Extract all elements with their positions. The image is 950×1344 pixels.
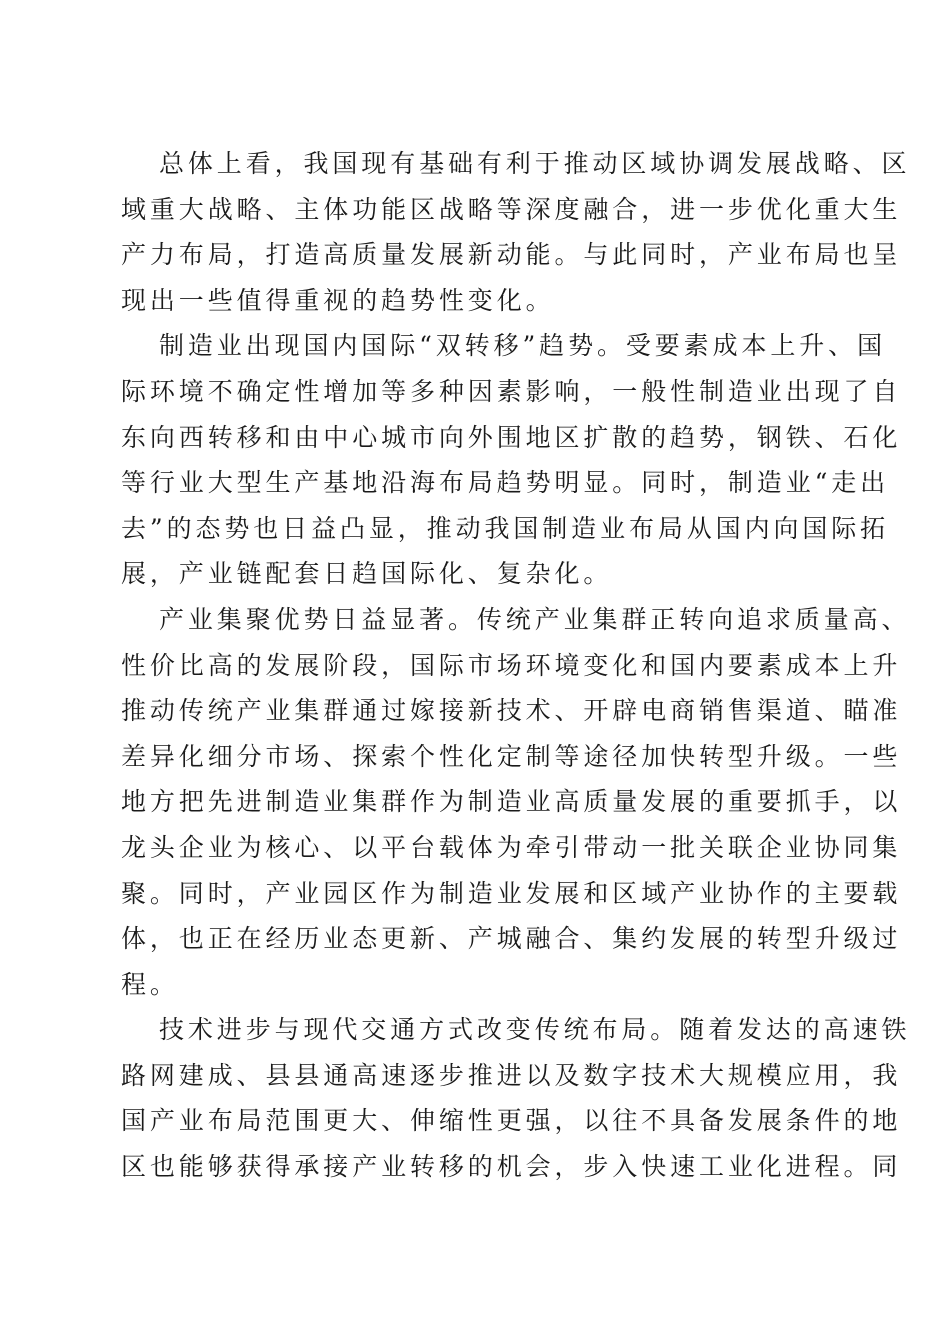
paragraph-line: 差异化细分市场、探索个性化定制等途径加快转型升级。一些: [121, 741, 902, 771]
paragraph-line: 总体上看，我国现有基础有利于推动区域协调发展战略、区: [159, 149, 911, 178]
paragraph-line: 性价比高的发展阶段，国际市场环境变化和国内要素成本上升: [121, 650, 902, 680]
paragraph-line: 推动传统产业集群通过嫁接新技术、开辟电商销售渠道、瞄准: [121, 696, 902, 726]
paragraph-line: 东向西转移和由中心城市向外围地区扩散的趋势，钢铁、石化: [121, 422, 902, 452]
paragraph-line: 产力布局，打造高质量发展新动能。与此同时，产业布局也呈: [121, 240, 902, 270]
paragraph-3: [121, 597, 911, 1007]
paragraph-line: 等行业大型生产基地沿海布局趋势明显。同时，制造业“走出: [121, 468, 890, 498]
document-body: [121, 141, 911, 1190]
paragraph-line: 展，产业链配套日趋国际化、复杂化。: [121, 559, 613, 589]
paragraph-line: 路网建成、县县通高速逐步推进以及数字技术大规模应用，我: [121, 1060, 902, 1090]
paragraph-line: 技术进步与现代交通方式改变传统布局。随着发达的高速铁: [159, 1015, 911, 1045]
paragraph-line: 程。: [121, 969, 179, 999]
paragraph-line: 区也能够获得承接产业转移的机会，步入快速工业化进程。同: [121, 1152, 902, 1182]
paragraph-line: 制造业出现国内国际“双转移”趋势。受要素成本上升、国: [159, 331, 886, 361]
paragraph-line: 域重大战略、主体功能区战略等深度融合，进一步优化重大生: [121, 194, 902, 224]
paragraph-4: [121, 1007, 911, 1189]
paragraph-line: 地方把先进制造业集群作为制造业高质量发展的重要抓手，以: [121, 787, 902, 817]
paragraph-line: 去”的态势也日益凸显，推动我国制造业布局从国内向国际拓: [121, 513, 890, 543]
paragraph-line: 产业集聚优势日益显著。传统产业集群正转向追求质量高、: [159, 604, 911, 634]
paragraph-line: 龙头企业为核心、以平台载体为牵引带动一批关联企业协同集: [121, 832, 902, 862]
paragraph-line: 现出一些值得重视的趋势性变化。: [121, 285, 555, 315]
paragraph-1: [121, 141, 911, 323]
paragraph-line: 聚。同时，产业园区作为制造业发展和区域产业协作的主要载: [121, 878, 902, 908]
paragraph-line: 体，也正在经历业态更新、产城融合、集约发展的转型升级过: [121, 924, 902, 954]
paragraph-line: 国产业布局范围更大、伸缩性更强，以往不具备发展条件的地: [121, 1106, 902, 1136]
paragraph-2: [121, 323, 902, 597]
paragraph-line: 际环境不确定性增加等多种因素影响，一般性制造业出现了自: [121, 376, 902, 406]
